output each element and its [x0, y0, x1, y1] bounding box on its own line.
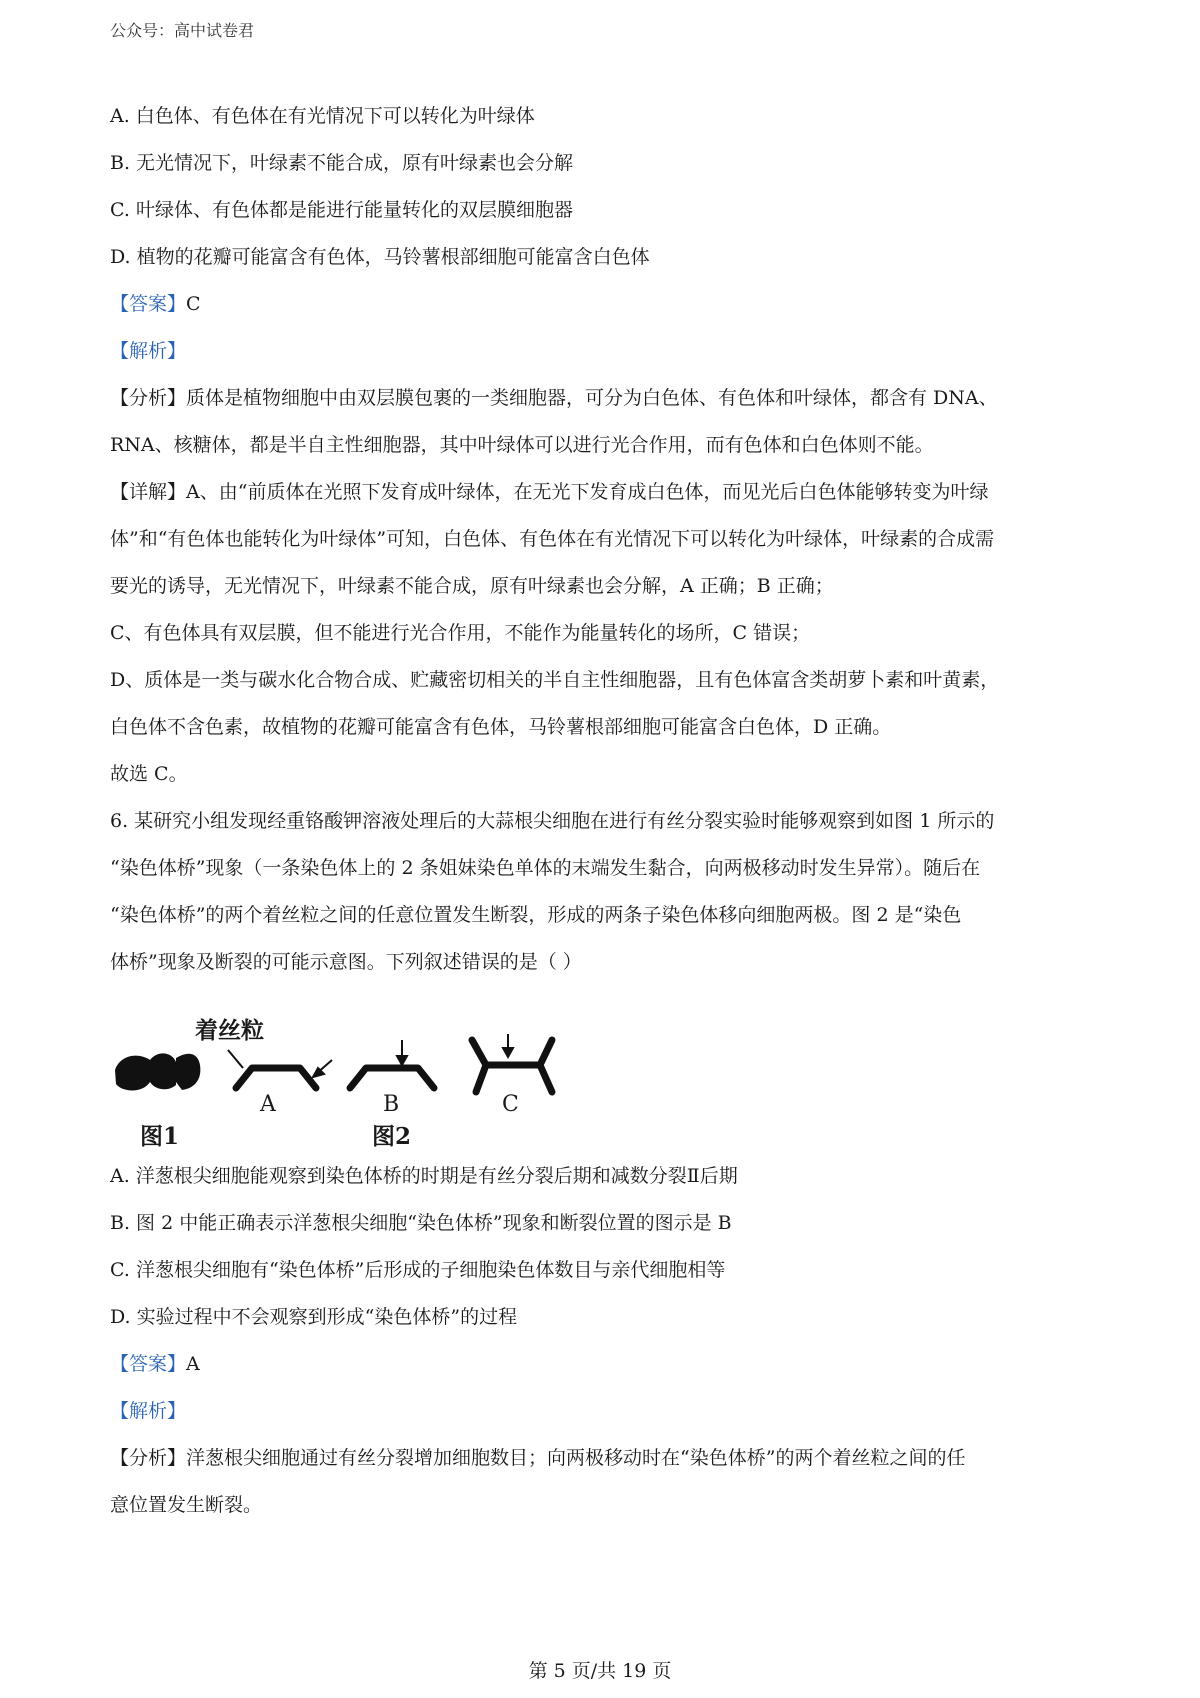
q6-option-c: C. 洋葱根尖细胞有“染色体桥”后形成的子细胞染色体数目与亲代细胞相等: [110, 1259, 726, 1281]
xiangjie-text: A、由“前质体在光照下发育成叶绿体，在无光下发育成白色体，而见光后白色体能够转变为叶绿: [186, 481, 989, 503]
answer-value: A: [186, 1353, 200, 1375]
answer-value: C: [186, 293, 201, 315]
q5-fenxi-line-1: [110, 385, 998, 411]
fenxi-tag: 【分析】: [110, 387, 187, 409]
q5-answer: [110, 291, 201, 317]
fig2-label: 图2: [372, 1123, 412, 1150]
fenxi-tag: 【分析】: [110, 1447, 187, 1469]
source-header: 公众号：高中试卷君: [110, 21, 255, 40]
q5-xiangjie-line-6: 白色体不含色素，故植物的花瓣可能富含有色体，马铃薯根部细胞可能富含白色体，D 正确。: [110, 716, 892, 738]
q5-xiangjie-line-1: [110, 479, 988, 505]
answer-tag: 【答案】: [110, 1353, 187, 1375]
centromere-pointer: [228, 1050, 243, 1068]
q5-xiangjie-line-5: D、质体是一类与碳水化合物合成、贮藏密切相关的半自主性细胞器，且有色体富含类胡萝卜素和叶黄素，: [110, 669, 1000, 691]
analysis-tag: 【解析】: [110, 340, 187, 362]
q5-option-a: A. 白色体、有色体在有光情况下可以转化为叶绿体: [110, 105, 535, 127]
q6-fenxi-line-2: 意位置发生断裂。: [110, 1494, 263, 1516]
fig2-c-arrow: [503, 1034, 513, 1057]
q6-stem-line-3: “染色体桥”的两个着丝粒之间的任意位置发生断裂，形成的两条子染色体移向细胞两极。图 2 是“染色: [110, 904, 962, 926]
fig1-micrograph: [115, 1053, 200, 1090]
centromere-label: 着丝粒: [195, 1017, 264, 1044]
fig1-label: 图1: [140, 1123, 180, 1150]
fig2-a-label: A: [260, 1092, 276, 1117]
q5-option-c: C. 叶绿体、有色体都是能进行能量转化的双层膜细胞器: [110, 199, 573, 221]
q5-option-d: D. 植物的花瓣可能富含有色体，马铃薯根部细胞可能富含白色体: [110, 246, 650, 268]
chromosome-bridge-figure: [110, 1010, 630, 1150]
q5-xiangjie-line-4: C、有色体具有双层膜，但不能进行光合作用，不能作为能量转化的场所，C 错误；: [110, 622, 811, 644]
q5-option-b: B. 无光情况下，叶绿素不能合成，原有叶绿素也会分解: [110, 152, 574, 174]
q6-stem-line-4: 体桥”现象及断裂的可能示意图。下列叙述错误的是（ ）: [110, 951, 582, 973]
fig2-a-bridge: [236, 1068, 316, 1088]
fig2-c-label: C: [502, 1092, 519, 1117]
fig2-a-arrow: [313, 1060, 332, 1077]
q5-fenxi-line-2: RNA、核糖体，都是半自主性细胞器，其中叶绿体可以进行光合作用，而有色体和白色体则不能。: [110, 434, 934, 456]
q6-option-d: D. 实验过程中不会观察到形成“染色体桥”的过程: [110, 1306, 518, 1328]
fig2-b-label: B: [383, 1092, 400, 1117]
q6-option-b: B. 图 2 中能正确表示洋葱根尖细胞“染色体桥”现象和断裂位置的图示是 B: [110, 1212, 732, 1234]
q6-stem-line-2: “染色体桥”现象（一条染色体上的 2 条姐妹染色单体的末端发生黏合，向两极移动时发生异常）。随后在: [110, 857, 981, 879]
q5-xiangjie-line-3: 要光的诱导，无光情况下，叶绿素不能合成，原有叶绿素也会分解，A 正确；B 正确；: [110, 575, 834, 597]
q6-stem-line-1: 6. 某研究小组发现经重铬酸钾溶液处理后的大蒜根尖细胞在进行有丝分裂实验时能够观察到如图 1 所示的: [110, 810, 995, 832]
q6-fenxi-line-1: [110, 1445, 965, 1471]
q6-answer: [110, 1351, 200, 1377]
q6-option-a: A. 洋葱根尖细胞能观察到染色体桥的时期是有丝分裂后期和减数分裂Ⅱ后期: [110, 1165, 738, 1187]
q6-analysis-heading: [110, 1398, 186, 1424]
q5-xiangjie-line-2: 体”和“有色体也能转化为叶绿体”可知，白色体、有色体在有光情况下可以转化为叶绿体，叶绿素的合成需: [110, 528, 995, 550]
q5-analysis-heading: [110, 338, 186, 364]
analysis-tag: 【解析】: [110, 1400, 187, 1422]
answer-tag: 【答案】: [110, 293, 187, 315]
fenxi-text: 质体是植物细胞中由双层膜包裹的一类细胞器，可分为白色体、有色体和叶绿体，都含有 DNA、: [186, 387, 998, 409]
page-footer: 第 5 页/共 19 页: [528, 1660, 672, 1682]
xiangjie-tag: 【详解】: [110, 481, 187, 503]
fig2-b-bridge: [350, 1068, 434, 1088]
q5-xiangjie-line-7: 故选 C。: [110, 763, 188, 785]
fenxi-text: 洋葱根尖细胞通过有丝分裂增加细胞数目；向两极移动时在“染色体桥”的两个着丝粒之间的任: [186, 1447, 966, 1469]
figure-drawing: [110, 1010, 630, 1150]
fig2-b-arrow: [397, 1040, 407, 1065]
